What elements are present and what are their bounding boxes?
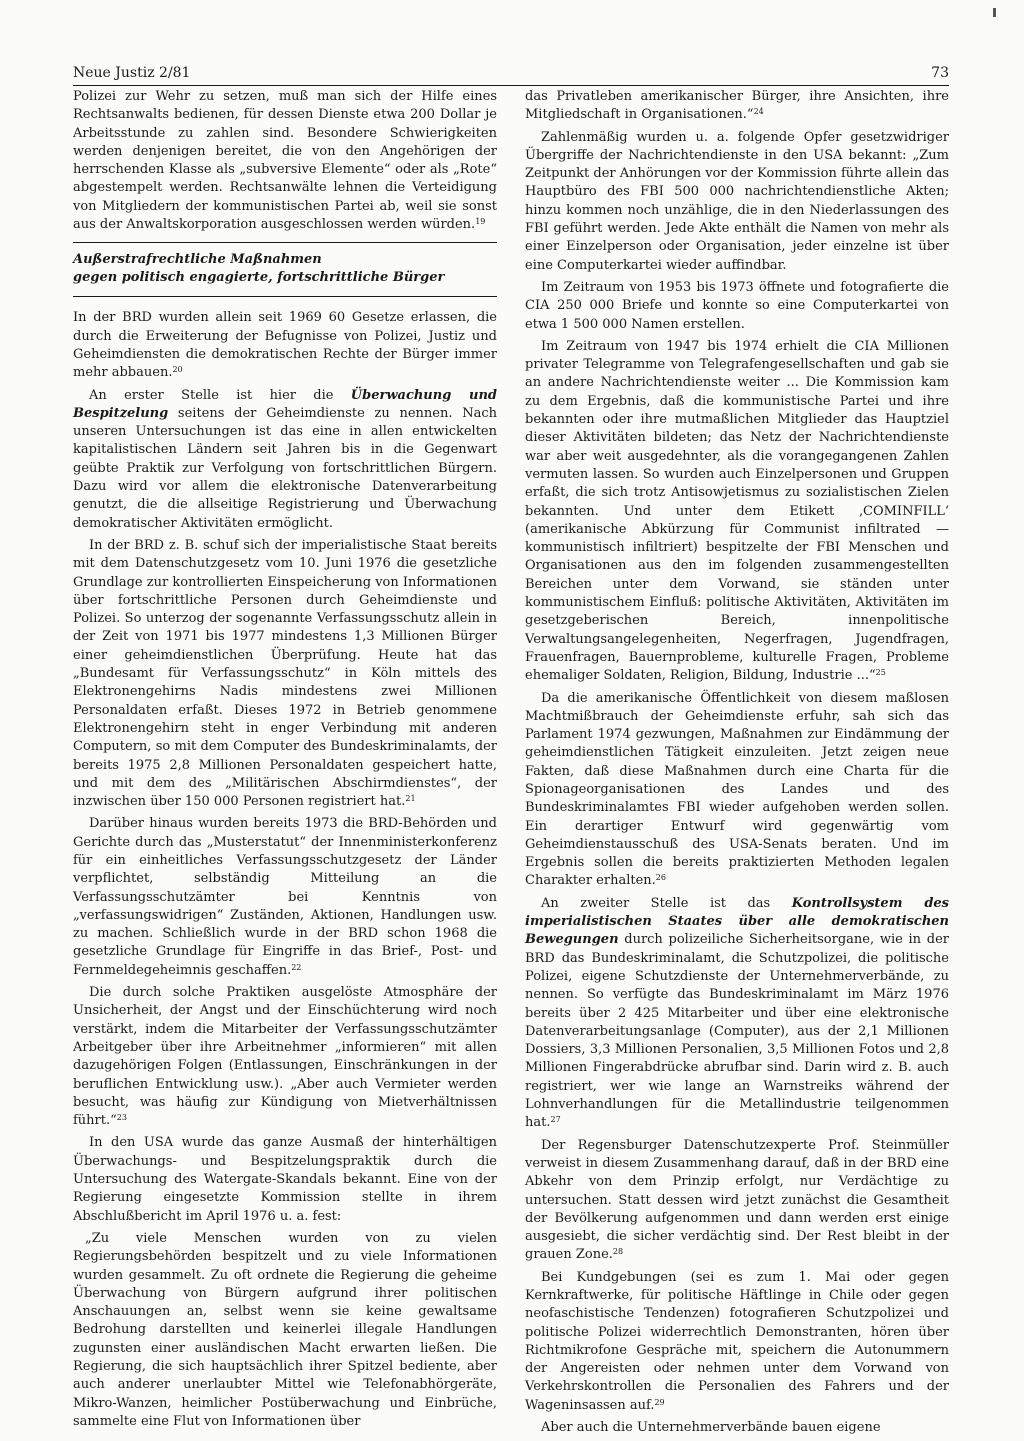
section-heading-line: gegen politisch engagierte, fortschrittliche Bürger: [73, 270, 445, 286]
section-heading-line: Außerstrafrechtliche Maßnahmen: [73, 252, 322, 268]
footnote-ref[interactable]: 22: [291, 962, 302, 972]
quotation: „Zu viele Menschen wurden von zu vielen Regierungsbehörden bespitzelt und zu viele Informationen wurden gesammelt. Zu oft ordnete die Regierung die geheime Überwachung von Bürgern aufgrund ihrer politischen Anschauungen an, selbst wenn sie keine gewaltsame Bedrohung darstellten und keinerlei illegale Handlungen zugunsten einer ausländischen Macht erwarten ließen. Die Regierung, die sich hauptsächlich ihrer Spitzel bediente, aber auch anderer unerlaubter Mittel wie Telefonabhörgeräte, Mikro-Wanzen, heimlicher Postüberwachung und Einbrüche, sammelte eine Flut von Informationen über: [73, 1230, 497, 1429]
paragraph: Darüber hinaus wurden bereits 1973 die BRD-Behörden und Gerichte durch das „Musterstatut“ der Innenministerkonferenz für ein einheitliches Verfassungsschutzgesetz der Länder verpflichtet, selbständig Mitteilung an die Verfassungsschutzämter bei Kenntnis von „verfassungswidrigen“ Zuständen, Aktionen, Handlungen usw. zu machen. Schließlich wurde in der BRD schon 1968 die gesetzliche Grundlage für Eingriffe in das Brief-, Post- und Fernmeldegeheimnis geschaffen.$^{22}$: [73, 816, 497, 978]
journal-title: Neue Justiz 2/81: [73, 65, 191, 81]
paragraph: Aber auch die Unternehmerverbände bauen eigene: [541, 1420, 881, 1436]
paragraph: In der BRD wurden allein seit 1969 60 Gesetze erlassen, die durch die Erweiterung der Befugnisse von Polizei, Justiz und Geheimdiensten die demokratischen Rechte der Bürger immer mehr abbauen.$^{20}$: [73, 310, 497, 381]
footnote-ref[interactable]: 25: [875, 668, 886, 678]
paragraph: das Privatleben amerikanischer Bürger, ihre Ansichten, ihre Mitgliedschaft in Organisationen.“$^{24}$: [525, 89, 949, 123]
footnote-ref[interactable]: 24: [753, 107, 764, 117]
footnote-ref[interactable]: 26: [655, 873, 666, 883]
paragraph: An zweiter Stelle ist das Kontrollsystem des imperialistischen Staates über alle demokratischen Bewegungen durch polizeiliche Sicherheitsorgane, wie in der BRD das Bundeskriminalamt, die Schutzpolizei, die politische Polizei, eigene Schutzdienste der Unternehmerverbände, zu nennen. So verfügte das Bundeskriminalamt im März 1976 bereits über 2 425 Mitarbeiter und über eine elektronische Datenverarbeitungsanlage (Computer), aus der 2,1 Millionen Dossiers, 3,3 Millionen Personalien, 3,5 Millionen Fotos und 2,8 Millionen Fingerabdrücke abrufbar sind. Darin wird z. B. auch registriert, wer wie lange an Warnstreiks während der Lohnverhandlungen für die Metallindustrie teilgenommen hat.$^{27}$: [525, 895, 950, 1131]
footnote-ref[interactable]: 19: [475, 217, 486, 227]
paragraph: Polizei zur Wehr zu setzen, muß man sich der Hilfe eines Rechtsanwalts bedienen, für dessen Dienste etwa 200 Dollar je Arbeitsstunde zu zahlen sind. Besondere Schwierigkeiten werden denjenigen bereitet, die von den Angehörigen der herrschenden Klasse als „subversive Elemente“ oder als „Rote“ abgestempelt werden. Rechtsanwälte lehnen die Verteidigung von Mitgliedern der kommunistischen Partei ab, weil sie sonst aus der Anwaltskorporation ausgeschlossen werden würden.$^{19}$: [73, 89, 497, 233]
paragraph: Im Zeitraum von 1953 bis 1973 öffnete und fotografierte die CIA 250 000 Briefe und konnte so eine Computerkartei von etwa 1 500 000 Namen erstellen.: [525, 279, 949, 332]
footnote-ref[interactable]: 27: [550, 1115, 561, 1125]
left-column: [73, 88, 497, 1435]
paragraph: Bei Kundgebungen (sei es zum 1. Mai oder gegen Kernkraftwerke, für politische Häftlinge in Chile oder gegen neofaschistische Tendenzen) fotografieren Schutzpolizei und politische Polizei widerrechtlich Demonstranten, hören über Richtmikrofone Gespräche mit, speichern die Autonummern der Angereisten oder nehmen unter dem Vorwand von Verkehrskontrollen die Personalien des Fahrers und der Wageninsassen auf.$^{29}$: [525, 1269, 949, 1413]
paragraph: Die durch solche Praktiken ausgelöste Atmosphäre der Unsicherheit, der Angst und der Einschüchterung wird noch verstärkt, indem die Mitarbeiter der Verfassungsschutzämter Arbeitgeber über ihre Arbeitnehmer „informieren“ mit allen dazugehörigen Folgen (Entlassungen, Einschränkungen in der beruflichen Entwicklung usw.). „Aber auch Vermieter werden besucht, was häufig zur Kündigung von Mietverhältnissen führt.“$^{23}$: [73, 985, 497, 1129]
footnote-ref[interactable]: 21: [405, 794, 416, 804]
footnote-ref[interactable]: 23: [116, 1113, 127, 1123]
footnote-ref[interactable]: 29: [654, 1397, 665, 1407]
paragraph: In den USA wurde das ganze Ausmaß der hinterhältigen Überwachungs- und Bespitzelungspraktik durch die Untersuchung des Watergate-Skandals bekannt. Eine von der Regierung eingesetzte Kommission stellte in ihrem Abschlußbericht im April 1976 u. a. fest:: [73, 1135, 497, 1224]
paragraph: In der BRD z. B. schuf sich der imperialistische Staat bereits mit dem Datenschutzgesetz vom 10. Juni 1976 die gesetzliche Grundlage zur kontrollierten Einspeicherung von Informationen über fortschrittliche Personen durch Geheimdienste und Polizei. So unterzog der sogenannte Verfassungsschutz allein in der Zeit von 1971 bis 1977 mindestens 1,3 Millionen Bürger einer geheimdienstlichen Überprüfung. Heute hat das „Bundesamt für Verfassungsschutz“ in Köln mittels des Elektronengehirns Nadis mindestens zwei Millionen Personaldaten erfaßt. Dieses 1972 in Betrieb genommene Elektronengehirn steht in enger Verbindung mit anderen Computern, so mit dem Computer des Bundeskriminalamts, der bereits 1975 2,8 Millionen Personaldaten gespeichert hatte, und mit dem des „Militärischen Abschirmdienstes“, der inzwischen über 150 000 Personen registriert hat.$^{21}$: [73, 537, 497, 810]
footnote-ref[interactable]: 28: [612, 1247, 624, 1257]
section-heading: [73, 242, 497, 297]
paragraph: An erster Stelle ist hier die Überwachung und Bespitzelung seitens der Geheimdienste zu nennen. Nach unseren Untersuchungen ist das eine in allen entwickelten kapitalistischen Ländern seit Jahren bis in die Gegenwart geübte Praktik zur Verfolgung von fortschrittlichen Bürgern. Dazu wird vor allem die elektronische Datenverarbeitung genutzt, die die allseitige Registrierung und Überwachung demokratischer Aktivitäten ermöglicht.: [73, 387, 497, 531]
page-number: 73: [931, 65, 949, 81]
paragraph: Der Regensburger Datenschutzexperte Prof. Steinmüller verweist in diesem Zusammenhang darauf, daß in der BRD eine Abkehr von dem Prinzip erfolgt, nur Verdächtige zu untersuchen. Statt dessen wird jetzt zunächst die Gesamtheit der Bevölkerung aufgenommen und dann werden erst einige ausgesiebt, die sicher verdächtig sind. Der Rest bleibt in der grauen Zone.$^{28}$: [525, 1137, 949, 1263]
emphasis: Überwachung und Bespitzelung: [73, 387, 497, 421]
paragraph: Zahlenmäßig wurden u. a. folgende Opfer gesetzwidriger Übergriffe der Nachrichtendienste in den USA bekannt: „Zum Zeitpunkt der Anhörungen vor der Kommission führte allein das Hauptbüro des FBI 500 000 nachrichtendienstliche Akten; hinzu kommen noch unzählige, die in den Niederlassungen des FBI geführt werden. Jede Akte enthält die Namen von mehr als einer Einzelperson oder Organisation, jeder einzelne ist über eine Computerkartei wieder auffindbar.: [525, 129, 949, 273]
running-head: [73, 63, 949, 86]
right-column: [525, 88, 949, 1441]
paragraph: Da die amerikanische Öffentlichkeit von diesem maßlosen Machtmißbrauch der Geheimdienste erfuhr, sah sich das Parlament 1974 gezwungen, Maßnahmen zur Eindämmung der geheimdienstlichen Tätigkeit einzuleiten. Jetzt zeigen neue Fakten, daß diese Maßnahmen durch eine Charta für die Spionageorganisationen des Landes und des Bundeskriminalamtes FBI wieder aufgehoben werden sollen. Ein derartiger Entwurf wird gegenwärtig vom Geheimdienstausschuß des USA-Senats beraten. Und im Ergebnis sollen die bereits praktizierten Methoden legalen Charakter erhalten.$^{26}$: [525, 690, 949, 889]
paragraph: Im Zeitraum von 1947 bis 1974 erhielt die CIA Millionen privater Telegramme von Telegrafengesellschaften und gab sie an andere Nachrichtendienste weiter ... Die Kommission kam zu dem Ergebnis, daß die kommunistische Partei und ihre bekannten oder ihre mutmaßlichen Mitglieder das Hauptziel dieser Aktivitäten bildeten; das Netz der Nachrichtendienste war aber weit ausgedehnter, als die vorangegangenen Zahlen vermuten lassen. So wurden auch Einzelpersonen und Gruppen erfaßt, die sich trotz Antisowjetismus zu sozialistischen Zielen bekannten. Und unter dem Etikett ‚COMINFILL‘ (amerikanische Abkürzung für Communist infiltrated — kommunistisch infiltriert) bespitzelte der FBI Menschen und Organisationen aus den im folgenden zusammengestellten Bereichen unter dem Vorwand, sie ständen unter kommunistischem Einfluß: politische Aktivitäten, Aktivitäten im gesetzgeberischen Bereich, innenpolitische Verwaltungsangelegenheiten, Negerfragen, Jugendfragen, Frauenfragen, Bauernprobleme, kulturelle Fragen, Probleme ehemaliger Soldaten, Religion, Bildung, Industrie ...“$^{25}$: [525, 338, 949, 684]
footnote-ref[interactable]: 20: [172, 365, 183, 375]
scan-speck: [993, 8, 996, 17]
emphasis: Kontrollsystem des imperialistischen Staates über alle demokratischen Bewegungen: [525, 895, 950, 948]
